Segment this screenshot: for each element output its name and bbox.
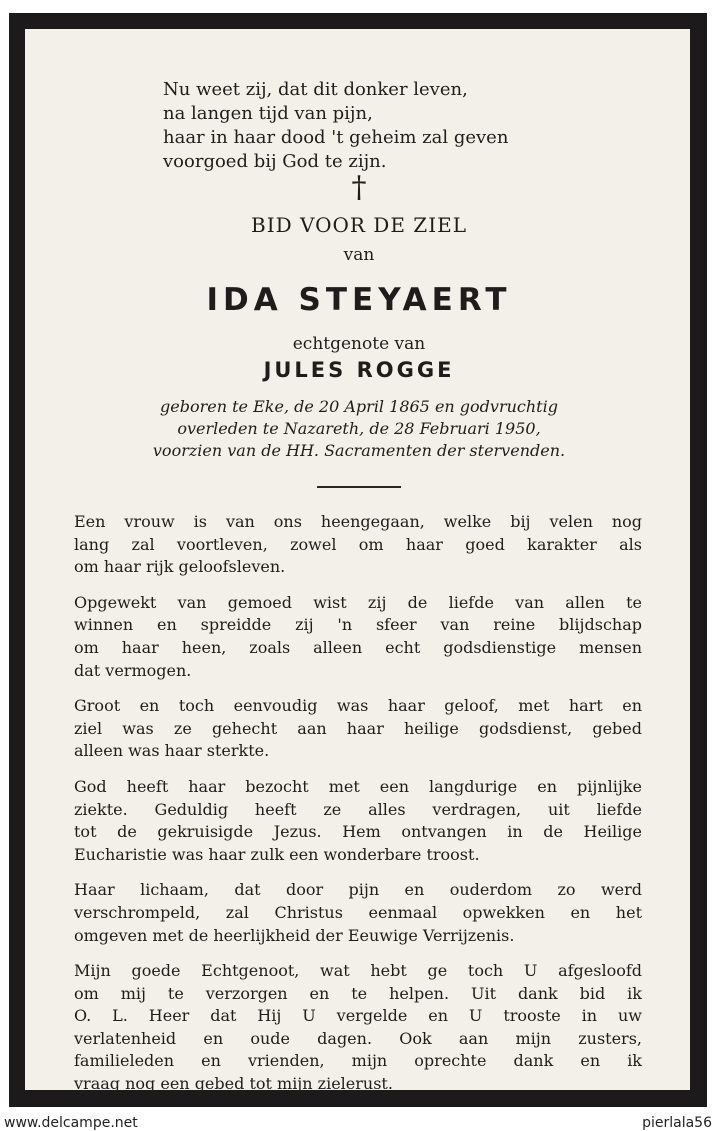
spouse-name: JULES ROGGE [263,358,455,382]
text-line: om haar rijk geloofsleven. [74,557,286,577]
text-line: Mijn goede Echtgenoot, wat hebt ge toch U afgesloofd [74,961,642,981]
cross-icon: † [351,170,367,205]
prayer-heading: BID VOOR DE ZIEL [251,213,467,237]
text-line: dat vermogen. [74,660,192,680]
text-line: Opgewekt van gemoed wist zij de liefde van allen te [74,592,642,612]
text-line: O. L. Heer dat Hij U vergelde en U trooste in uw [74,1006,642,1026]
paragraph [74,776,642,866]
memorial-poem [163,78,508,174]
dates-line: voorzien van de HH. Sacramenten der stervenden. [152,441,566,460]
text-line: tot de gekruisigde Jezus. Hem ontvangen in de Heilige [74,822,642,842]
spouse-label: echtgenote van [292,334,426,354]
dates-line: geboren te Eke, de 20 April 1865 en godvruchtig [160,397,558,416]
text-line: om mij te verzorgen en te helpen. Uit dank bid ik [74,983,642,1003]
poem-line: na langen tijd van pijn, [163,103,373,124]
watermark-user: pierlala56 [642,1115,712,1131]
text-line: vraag nog een gebed tot mijn zielerust. [74,1074,393,1094]
poem-line: Nu weet zij, dat dit donker leven, [163,79,468,100]
text-line: familieleden en vrienden, mijn oprechte dank en ik [74,1051,642,1071]
text-line: omgeven met de heerlijkheid der Eeuwige Verrijzenis. [74,925,515,945]
paragraph [74,592,642,682]
memorial-text [74,511,642,1109]
van-line: van [343,245,375,265]
birth-death-dates [0,396,718,462]
text-line: lang zal voortleven, zowel om haar goed karakter als [74,534,642,554]
watermark-site: www.delcampe.net [4,1115,138,1131]
deceased-name: IDA STEYAERT [206,282,512,318]
paragraph [74,879,642,947]
text-line: Eucharistie was haar zulk een wonderbare troost. [74,844,480,864]
text-line: Groot en toch eenvoudig was haar geloof, met hart en [74,696,642,716]
paragraph [74,960,642,1096]
divider-rule [317,486,401,488]
text-line: alleen was haar sterkte. [74,741,270,761]
text-line: ziekte. Geduldig heeft ze alles verdragen, uit liefde [74,799,642,819]
text-line: Een vrouw is van ons heengegaan, welke bij velen nog [74,512,642,531]
text-line: verschrompeld, zal Christus eenmaal opwekken en het [74,902,642,922]
text-line: ziel was ze gehecht aan haar heilige godsdienst, gebed [74,718,642,738]
text-line: verlatenheid en oude dagen. Ook aan mijn zusters, [74,1028,642,1048]
poem-line: voorgoed bij God te zijn. [163,151,387,172]
text-line: Haar lichaam, dat door pijn en ouderdom zo werd [74,880,642,900]
poem-line: haar in haar dood 't geheim zal geven [163,127,509,148]
text-line: winnen en spreidde zij 'n sfeer van reine blijdschap [74,615,642,635]
paragraph [74,511,642,579]
dates-line: overleden te Nazareth, de 28 Februari 1950, [177,419,541,438]
text-line: God heeft haar bezocht met een langdurige en pijnlijke [74,776,642,796]
text-line: om haar heen, zoals alleen echt godsdienstige mensen [74,637,642,657]
paragraph [74,695,642,763]
